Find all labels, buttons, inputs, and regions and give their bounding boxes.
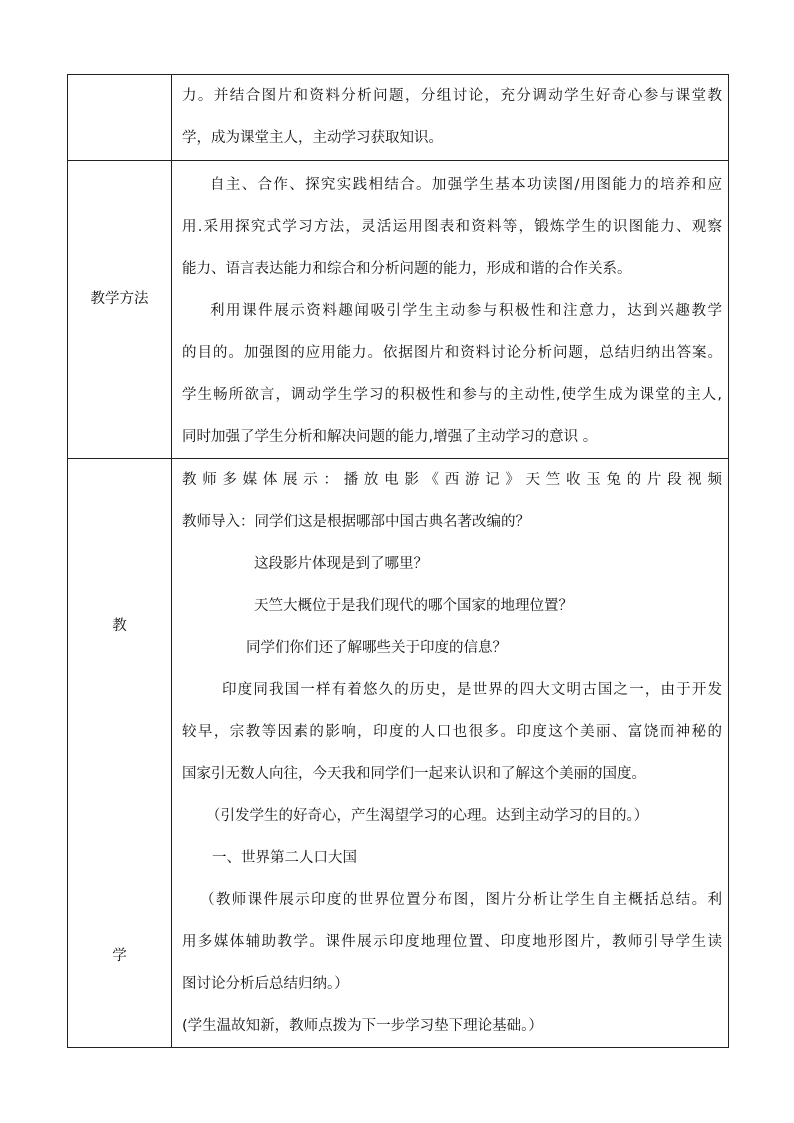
paragraph-line: 能力、语言表达能力和综合和分析问题的能力，形成和谐的合作关系。 [182,261,632,277]
paragraph-line: 较早，宗教等因素的影响，印度的人口也很多。印度这个美丽、富饶而神秘的 [182,724,722,740]
paragraph-line: 国家引无数人向往，今天我和同学们一起来认识和了解这个美丽的国度。 [182,766,646,782]
paragraph-line: 学，成为课堂主人，主动学习获取知识。 [182,130,443,146]
row-content-cell [172,459,729,1048]
paragraph-line: 教师多媒体展示：播放电影《西游记》天竺收玉兔的片段视频 [182,472,722,488]
table-row-continued-goals [68,75,729,161]
paragraph-line: （教师课件展示印度的世界位置分布图，图片分析让学生自主概括总结。利 [200,892,722,908]
table-row-teaching-method [68,161,729,459]
row-label-cell [68,459,172,1048]
paragraph-line: 用.采用探究式学习方法，灵活运用图表和资料等，锻炼学生的识图能力、观察 [182,219,722,235]
lesson-plan-table [67,74,729,1048]
paragraph-line: 的目的。加强图的应用能力。依据图片和资料讨论分析问题，总结归纳出答案。 [182,345,722,361]
row-label-cell [68,75,172,161]
row-content-cell [172,75,729,161]
paragraph-line: 天竺大概位于是我们现代的哪个国家的地理位置？ [254,598,573,614]
paragraph-line: 自主、合作、探究实践相结合。加强学生基本功读图/用图能力的培养和应 [210,177,722,193]
paragraph-line: 教师导入：同学们这是根据哪部中国古典名著改编的？ [182,514,530,530]
table-row-teaching-process [68,459,729,1048]
paragraph-line: 图讨论分析后总结归纳。） [182,976,349,992]
paragraph-line: 印度同我国一样有着悠久的历史，是世界的四大文明古国之一，由于开发 [222,682,722,698]
teaching-label-bottom: 学 [112,948,127,964]
paragraph-line: 学生畅所欲言，调动学生学习的积极性和参与的主动性,使学生成为课堂的主人, [182,387,722,403]
paragraph-line: 同时加强了学生分析和解决问题的能力,增强了主动学习的意识 。 [182,429,598,445]
teaching-label-top: 教 [112,618,127,634]
teaching-method-label: 教学方法 [90,291,149,307]
row-content-cell [172,161,729,459]
row-label-cell [68,161,172,459]
paragraph-line: 同学们你们还了解哪些关于印度的信息？ [246,640,507,656]
paragraph-line: 利用课件展示资料趣闻吸引学生主动参与积极性和注意力，达到兴趣教学 [210,303,722,319]
section-heading: 一、世界第二人口大国 [212,850,357,866]
paragraph-line: （引发学生的好奇心，产生渴望学习的心理。达到主动学习的目的。） [206,808,649,824]
paragraph-line: (学生温故知新，教师点拨为下一步学习垫下理论基础。） [182,1018,543,1034]
paragraph-line: 用多媒体辅助教学。课件展示印度地理位置、印度地形图片，教师引导学生读 [182,934,722,950]
paragraph-line: 这段影片体现是到了哪里？ [254,556,428,572]
paragraph-line: 力。并结合图片和资料分析问题，分组讨论，充分调动学生好奇心参与课堂教 [182,88,722,104]
